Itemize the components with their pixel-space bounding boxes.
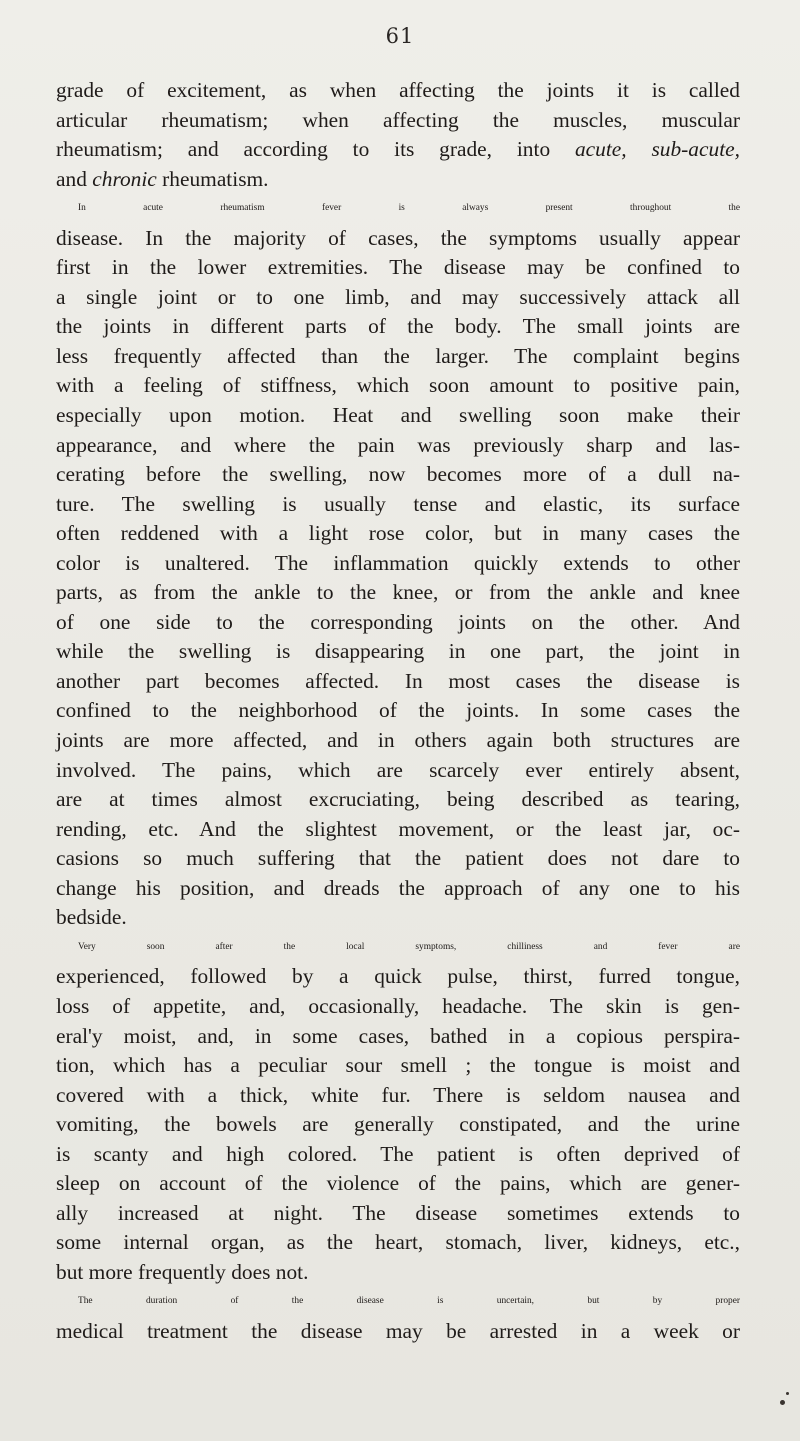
text-line: vomiting, the bowels are generally constipated, and the urine bbox=[56, 1112, 740, 1137]
print-speck bbox=[780, 1400, 785, 1405]
text-line: a single joint or to one limb, and may successively attack all bbox=[56, 284, 740, 309]
text-line: medical treatment the disease may be arrested in a week or bbox=[56, 1318, 740, 1343]
text-line: sleep on account of the violence of the pains, which are gener- bbox=[56, 1171, 740, 1196]
text-line: less frequently affected than the larger. The complaint begins bbox=[56, 343, 740, 368]
text-line: The duration of the disease is uncertain, but by proper bbox=[78, 1296, 740, 1307]
text-line: with a feeling of stiffness, which soon amount to positive pain, bbox=[56, 373, 740, 398]
text-line: often reddened with a light rose color, but in many cases the bbox=[56, 521, 740, 546]
text-line: appearance, and where the pain was previously sharp and las- bbox=[56, 432, 740, 457]
text-line: color is unaltered. The inflammation quickly extends to other bbox=[56, 550, 740, 575]
text-line: In acute rheumatism fever is always present throughout the bbox=[78, 203, 740, 214]
text-line: ture. The swelling is usually tense and elastic, its surface bbox=[56, 491, 740, 516]
body-text bbox=[56, 76, 740, 1347]
text-line: the joints in different parts of the body. The small joints are bbox=[56, 314, 740, 339]
text-line: of one side to the corresponding joints on the other. And bbox=[56, 609, 740, 634]
text-line: tion, which has a peculiar sour smell ; the tongue is moist and bbox=[56, 1053, 740, 1078]
text-line: casions so much suffering that the patient does not dare to bbox=[56, 846, 740, 871]
text-line: and chronic rheumatism. bbox=[56, 166, 269, 191]
text-line: first in the lower extremities. The disease may be confined to bbox=[56, 255, 740, 280]
text-line: involved. The pains, which are scarcely ever entirely absent, bbox=[56, 757, 740, 782]
text-line: eral'y moist, and, in some cases, bathed in a copious perspira- bbox=[56, 1023, 740, 1048]
text-line: grade of excitement, as when affecting the joints it is called bbox=[56, 78, 740, 102]
text-line: ally increased at night. The disease sometimes extends to bbox=[56, 1200, 740, 1225]
text-line: but more frequently does not. bbox=[56, 1259, 309, 1284]
text-line: change his position, and dreads the approach of any one to his bbox=[56, 875, 740, 900]
print-speck bbox=[786, 1392, 789, 1395]
text-line: loss of appetite, and, occasionally, headache. The skin is gen- bbox=[56, 993, 740, 1018]
text-line: articular rheumatism; when affecting the muscles, muscular bbox=[56, 107, 740, 132]
text-line: parts, as from the ankle to the knee, or from the ankle and knee bbox=[56, 580, 740, 605]
text-line: especially upon motion. Heat and swelling soon make their bbox=[56, 403, 740, 428]
text-line: rheumatism; and according to its grade, into acute, sub-acute, bbox=[56, 137, 740, 162]
text-line: covered with a thick, white fur. There is seldom nausea and bbox=[56, 1082, 740, 1107]
text-line: joints are more affected, and in others again both structures are bbox=[56, 728, 740, 753]
text-line: is scanty and high colored. The patient is often deprived of bbox=[56, 1141, 740, 1166]
text-line: some internal organ, as the heart, stomach, liver, kidneys, etc., bbox=[56, 1230, 740, 1255]
text-line: confined to the neighborhood of the joints. In some cases the bbox=[56, 698, 740, 723]
text-line: bedside. bbox=[56, 905, 127, 930]
text-line: cerating before the swelling, now becomes more of a dull na- bbox=[56, 462, 740, 487]
text-line: disease. In the majority of cases, the symptoms usually appear bbox=[56, 225, 740, 250]
text-line: another part becomes affected. In most cases the disease is bbox=[56, 668, 740, 693]
text-line: Very soon after the local symptoms, chilliness and fever are bbox=[78, 941, 740, 952]
text-line: are at times almost excruciating, being described as tearing, bbox=[56, 787, 740, 812]
text-line: rending, etc. And the slightest movement, or the least jar, oc- bbox=[56, 816, 740, 841]
text-line: while the swelling is disappearing in one part, the joint in bbox=[56, 639, 740, 664]
text-line: experienced, followed by a quick pulse, thirst, furred tongue, bbox=[56, 964, 740, 989]
page-number: 61 bbox=[385, 24, 415, 48]
